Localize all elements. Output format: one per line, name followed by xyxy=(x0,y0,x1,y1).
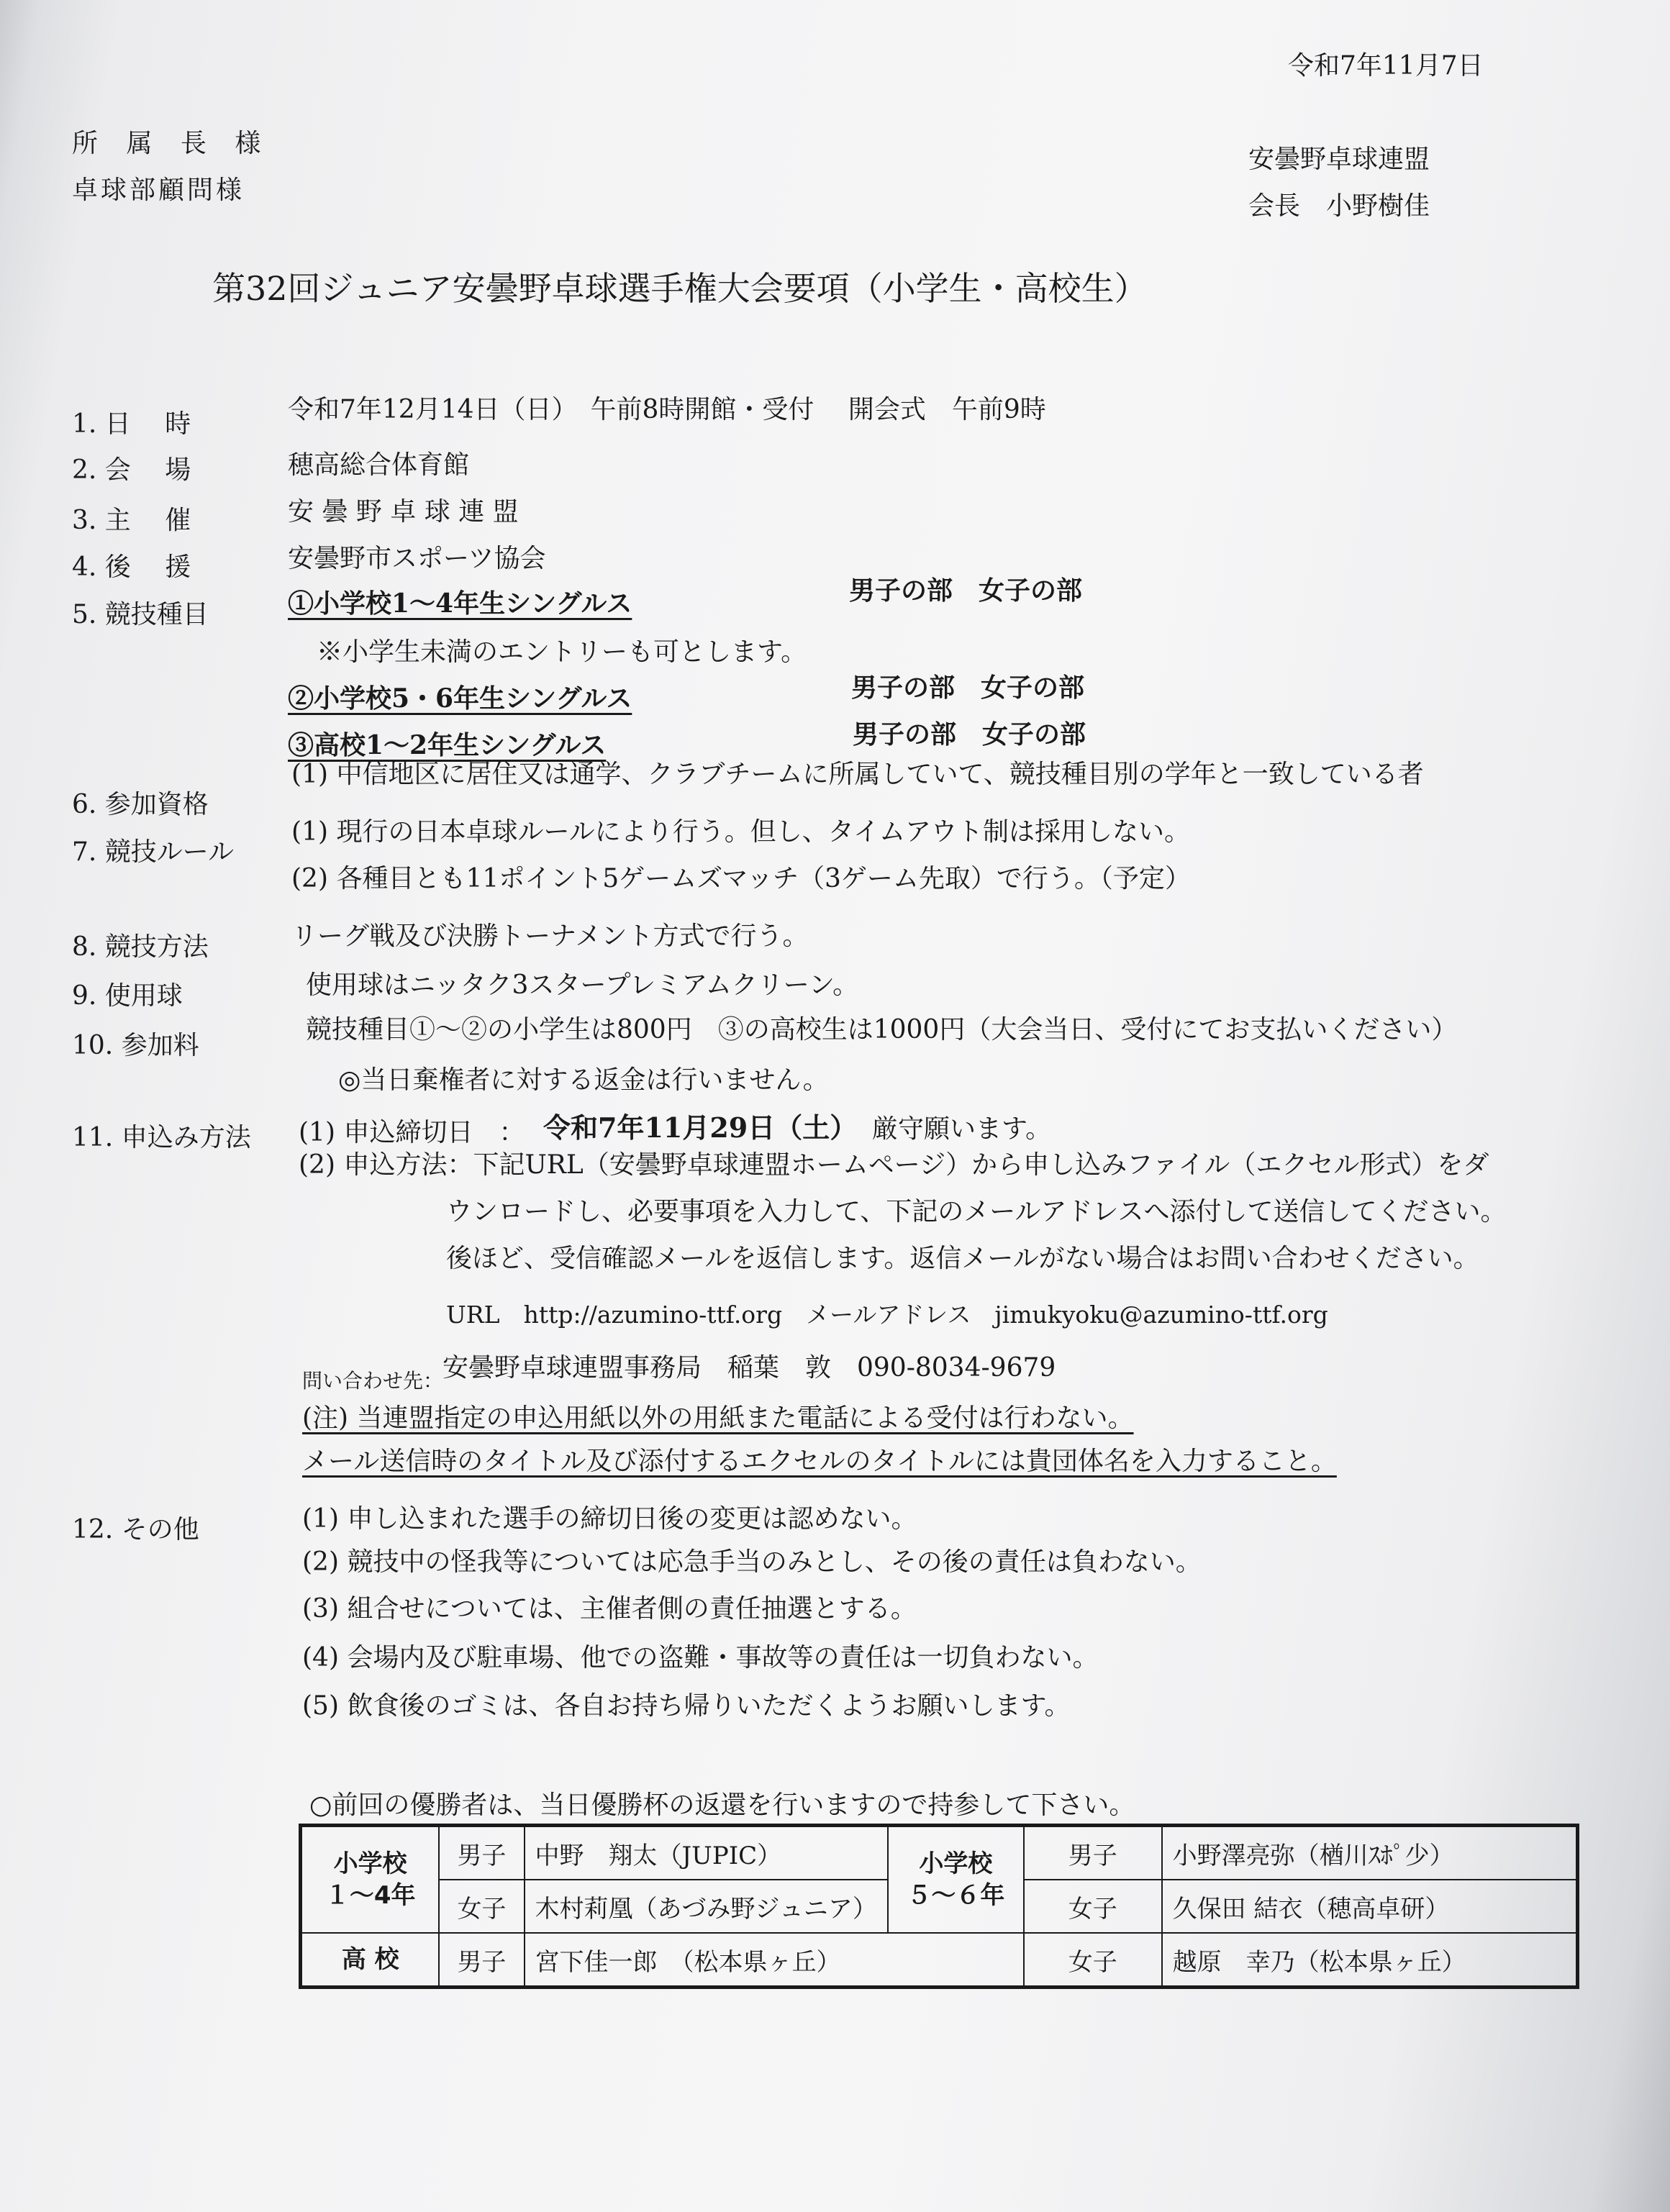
item-7-label: 7. 競技ルール xyxy=(72,837,235,867)
other-line-3: (3) 組合せについては、主催者側の責任抽選とする。 xyxy=(302,1594,917,1624)
event-1-note: ※小学生未満のエントリーも可とします。 xyxy=(317,637,807,667)
item-11-label: 11. 申込み方法 xyxy=(72,1123,251,1152)
item-12-label: 12. その他 xyxy=(72,1515,199,1544)
note-1: (注) 当連盟指定の申込用紙以外の用紙また電話による受付は行わない。 xyxy=(302,1403,1134,1433)
deadline-prefix: (1) 申込締切日 ： xyxy=(299,1118,525,1147)
item-9-value: 使用球はニッタク3スタープレミアムクリーン。 xyxy=(306,970,859,1000)
gender-label: 男子 xyxy=(439,1826,524,1880)
gender-label: 男子 xyxy=(439,1933,524,1988)
item-2-value: 穂高総合体育館 xyxy=(288,450,470,480)
deadline-suffix: 厳守願います。 xyxy=(872,1114,1052,1144)
item-2-label: 2. 会 場 xyxy=(72,455,191,485)
other-line-5: (5) 飲食後のゴミは、各自お持ち帰りいただくようお願いします。 xyxy=(302,1691,1071,1721)
contact-value: 安曇野卓球連盟事務局 稲葉 敦 090-8034-9679 xyxy=(443,1353,1056,1383)
contact-url-email: URL http://azumino-ttf.org メールアドレス jimukyoku@azumino-ttf.org xyxy=(446,1301,1328,1329)
recipient-line-2: 卓球部顧問様 xyxy=(72,176,245,205)
item-10-label: 10. 参加料 xyxy=(72,1031,199,1060)
item-7-line-1: (1) 現行の日本卓球ルールにより行う。但し、タイムアウト制は採用しない。 xyxy=(291,817,1190,847)
event-1-divisions: 男子の部 女子の部 xyxy=(849,575,1083,606)
other-line-1: (1) 申し込まれた選手の締切日後の変更は認めない。 xyxy=(302,1504,917,1534)
event-1: ①小学校1～4年生シングルス xyxy=(288,588,632,619)
item-6-value: (1) 中信地区に居住又は通学、クラブチームに所属していて、競技種目別の学年と一致している者 xyxy=(291,760,1424,789)
winner-cell: 小野澤亮弥（楢川ｽﾎﾟ少） xyxy=(1162,1826,1578,1880)
item-10-line-1: 競技種目①～②の小学生は800円 ③の高校生は1000円（大会当日、受付にてお支払いください） xyxy=(306,1015,1458,1044)
recipient-line-1: 所 属 長 様 xyxy=(72,129,271,158)
item-4-label: 4. 後 援 xyxy=(72,552,191,582)
other-line-2: (2) 競技中の怪我等については応急手当のみとし、その後の責任は負わない。 xyxy=(302,1547,1202,1577)
gender-label: 女子 xyxy=(439,1880,524,1933)
event-2-divisions: 男子の部 女子の部 xyxy=(851,673,1085,703)
category-elementary-5-6: 小学校 ５～６年 xyxy=(888,1826,1024,1934)
gender-label: 女子 xyxy=(1024,1880,1162,1933)
winner-cell: 中野 翔太（JUPIC） xyxy=(525,1826,888,1880)
sender-organization: 安曇野卓球連盟 xyxy=(1248,145,1430,174)
item-11-line-3: ウンロードし、必要事項を入力して、下記のメールアドレスへ添付して送信してください。 xyxy=(446,1197,1507,1226)
item-8-label: 8. 競技方法 xyxy=(72,932,209,962)
previous-winners-table xyxy=(299,1824,1579,1989)
item-11-line-4: 後ほど、受信確認メールを返信します。返信メールがない場合はお問い合わせください。 xyxy=(446,1244,1479,1273)
winners-note: ○前回の優勝者は、当日優勝杯の返還を行いますので持参して下さい。 xyxy=(309,1790,1135,1820)
item-3-label: 3. 主 催 xyxy=(72,506,191,535)
winner-cell: 宮下佳一郎 （松本県ヶ丘） xyxy=(525,1933,1024,1988)
category-high-school: 高 校 xyxy=(301,1933,440,1988)
winner-cell: 越原 幸乃（松本県ヶ丘） xyxy=(1162,1933,1578,1988)
item-5-label: 5. 競技種目 xyxy=(72,600,209,629)
contact-label: 問い合わせ先： xyxy=(302,1369,444,1393)
item-1-value: 令和7年12月14日（日） 午前8時開館・受付 開会式 午前9時 xyxy=(288,395,1046,424)
category-elementary-1-4: 小学校 １～4年 xyxy=(301,1826,440,1934)
item-8-value: リーグ戦及び決勝トーナメント方式で行う。 xyxy=(291,921,809,951)
event-3-divisions: 男子の部 女子の部 xyxy=(853,719,1086,750)
item-7-line-2: (2) 各種目とも11ポイント5ゲームズマッチ（3ゲーム先取）で行う。（予定） xyxy=(291,864,1191,893)
note-2: メール送信時のタイトル及び添付するエクセルのタイトルには貴団体名を入力すること。 xyxy=(302,1447,1337,1476)
item-4-value: 安曇野市スポーツ協会 xyxy=(288,544,546,573)
item-9-label: 9. 使用球 xyxy=(72,981,183,1011)
table-row xyxy=(301,1933,1578,1988)
event-3: ③高校1～2年生シングルス xyxy=(288,730,607,760)
winner-cell: 木村莉凰（あづみ野ジュニア） xyxy=(525,1880,888,1933)
sender-name: 会長 小野樹佳 xyxy=(1248,191,1430,221)
document-date: 令和7年11月7日 xyxy=(1288,51,1484,81)
other-line-4: (4) 会場内及び駐車場、他での盗難・事故等の責任は一切負わない。 xyxy=(302,1643,1099,1672)
application-deadline: 令和7年11月29日（土） xyxy=(543,1111,858,1144)
gender-label: 女子 xyxy=(1024,1933,1162,1988)
item-3-value: 安 曇 野 卓 球 連 盟 xyxy=(288,497,519,527)
item-11-line-2: (2) 申込方法：下記URL（安曇野卓球連盟ホームページ）から申し込みファイル（エクセル形式）をダ xyxy=(299,1150,1489,1180)
item-1-label: 1. 日 時 xyxy=(72,409,191,439)
gender-label: 男子 xyxy=(1024,1826,1162,1880)
document-title: 第32回ジュニア安曇野卓球選手権大会要項（小学生・高校生） xyxy=(212,269,1148,308)
item-6-label: 6. 参加資格 xyxy=(72,790,209,819)
winner-cell: 久保田 結衣（穂高卓研） xyxy=(1162,1880,1578,1933)
table-row xyxy=(301,1826,1578,1880)
event-2: ②小学校5・6年生シングルス xyxy=(288,683,632,714)
item-10-line-2: ◎当日棄権者に対する返金は行いません。 xyxy=(338,1065,829,1095)
